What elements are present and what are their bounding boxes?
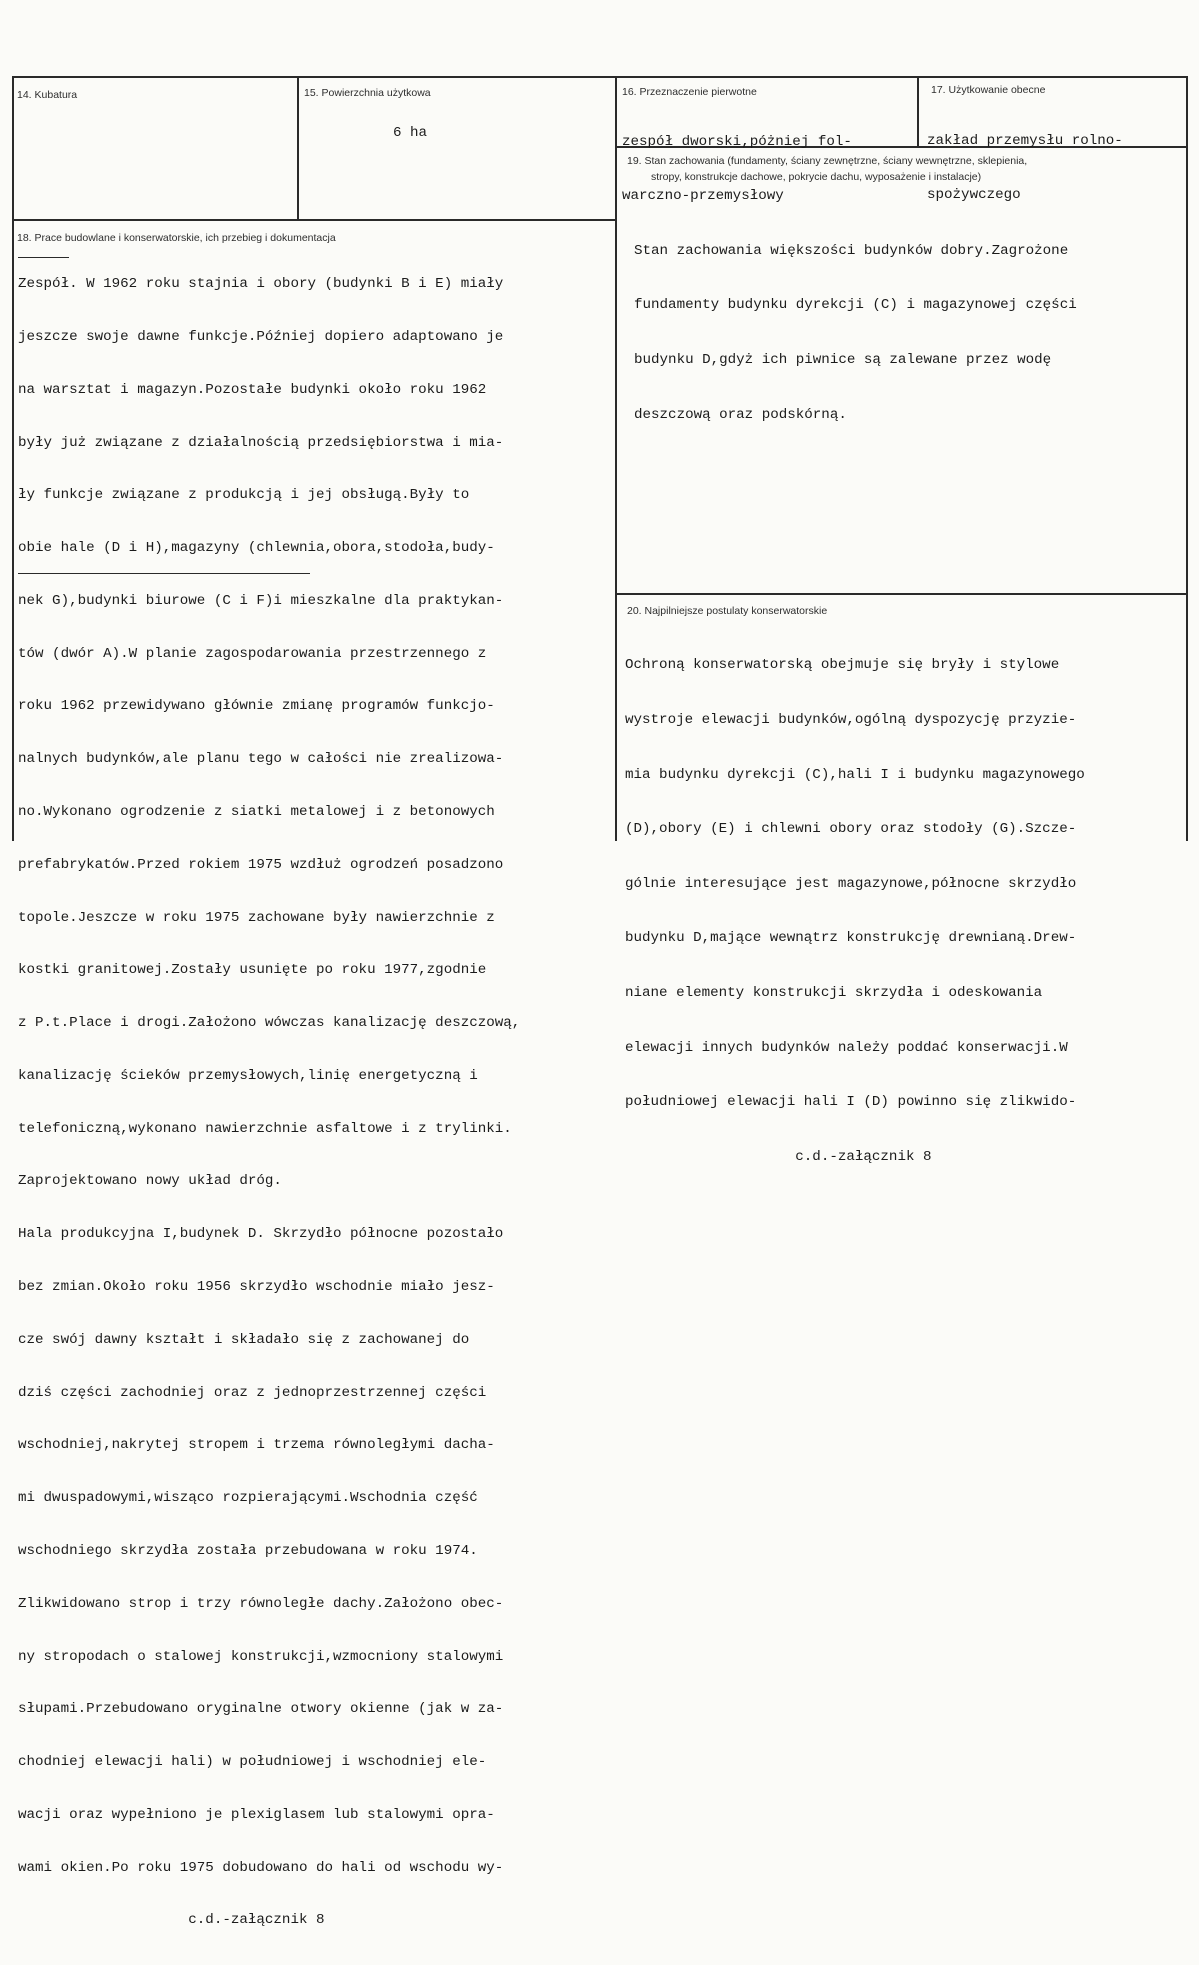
- field-20-line: wystroje elewacji budynków,ogólną dyspozycję przyzie-: [625, 712, 1077, 728]
- underline-zespol: [18, 257, 69, 258]
- field-20-line: budynku D,mające wewnątrz konstrukcję drewnianą.Drew-: [625, 930, 1077, 947]
- field-18-line: nek G),budynki biurowe (C i F)i mieszkalne dla praktykan-: [18, 592, 504, 609]
- field-18-line: słupami.Przebudowano oryginalne otwory okienne (jak w za-: [18, 1701, 504, 1718]
- field-18-line: Zlikwidowano strop i trzy równoległe dachy.Założono obec-: [18, 1595, 504, 1612]
- field-19-label-cont: stropy, konstrukcje dachowe, pokrycie dachu, wyposażenie i instalacje): [651, 171, 982, 183]
- divider-14-15: [297, 76, 299, 219]
- field-18-line: wschodniej,nakrytej stropem i trzema równoległymi dacha-: [18, 1437, 495, 1454]
- field-18-label: 18. Prace budowlane i konserwatorskie, ich przebieg i dokumentacja: [17, 232, 336, 244]
- field-18-line: kanalizację ścieków przemysłowych,linię energetyczną i: [18, 1067, 478, 1084]
- field-20-label: 20. Najpilniejsze postulaty konserwatorskie: [627, 605, 828, 617]
- field-18-line: cze swój dawny kształt i składało się z zachowanej do: [18, 1331, 470, 1348]
- field-18-line: bez zmian.Około roku 1956 skrzydło wschodnie miało jesz-: [18, 1279, 495, 1296]
- field-18-line: chodniej elewacji hali) w południowej i wschodniej ele-: [18, 1754, 487, 1771]
- top-rule: [12, 76, 1187, 78]
- field-18-line: wami okien.Po roku 1975 dobudowano do hali od wschodu wy-: [18, 1859, 504, 1876]
- field-18-line: Hala produkcyjna I,budynek D. Skrzydło północne pozostało: [18, 1226, 504, 1243]
- field-18-line: topole.Jeszcze w roku 1975 zachowane były nawierzchnie z: [18, 909, 495, 926]
- field-18-line: Zespół. W 1962 roku stajnia i obory (budynki B i E) miały: [18, 276, 504, 293]
- field-15-value: 6 ha: [393, 125, 428, 141]
- field-19-label: 19. Stan zachowania (fundamenty, ściany zewnętrzne, ściany wewnętrzne, sklepienia,: [627, 155, 1028, 167]
- field-19-line: fundamenty budynku dyrekcji (C) i magazynowej części: [634, 297, 1077, 314]
- field-18-line: tów (dwór A).W planie zagospodarowania przestrzennego z: [18, 645, 487, 662]
- rule-below-19: [616, 593, 1187, 595]
- field-20-value: [625, 620, 1085, 1202]
- left-border: [12, 76, 14, 841]
- field-18-line: ły funkcje związane z produkcją i jej obsługą.Były to: [18, 487, 470, 504]
- field-18-line: no.Wykonano ogrodzenie z siatki metalowej i z betonowych: [18, 804, 495, 820]
- field-18-value: [18, 241, 520, 1965]
- field-18-line: były już związane z działalnością przedsiębiorstwa i mia-: [18, 434, 504, 451]
- field-19-line: budynku D,gdyż ich piwnice są zalewane przez wodę: [634, 352, 1052, 368]
- underline-hala: [18, 573, 310, 574]
- field-18-line: z P.t.Place i drogi.Założono wówczas kanalizację deszczową,: [18, 1015, 521, 1032]
- field-18-line: wschodniego skrzydła została przebudowana w roku 1974.: [18, 1542, 478, 1559]
- field-14-label: 14. Kubatura: [17, 89, 78, 101]
- field-17-line: spożywczego: [927, 187, 1021, 204]
- field-18-line: ny stropodach o stalowej konstrukcji,wzmocniony stalowymi: [18, 1648, 504, 1665]
- field-18-line: wacji oraz wypełniono je plexiglasem lub stalowymi opra-: [18, 1806, 495, 1823]
- field-18-line: kostki granitowej.Zostały usunięte po roku 1977,zgodnie: [18, 962, 487, 979]
- field-18-line: jeszcze swoje dawne funkcje.Później dopiero adaptowano je: [18, 328, 504, 345]
- field-16-label: 16. Przeznaczenie pierwotne: [622, 86, 757, 98]
- field-20-line: c.d.-załącznik 8: [625, 1148, 932, 1165]
- field-18-line: nalnych budynków,ale planu tego w całości nie zrealizowa-: [18, 751, 504, 768]
- divider-16-17: [917, 76, 919, 146]
- field-19-line: Stan zachowania większości budynków dobry.Zagrożone: [634, 242, 1069, 259]
- field-17-label: 17. Użytkowanie obecne: [931, 84, 1046, 96]
- field-20-line: gólnie interesujące jest magazynowe,północne skrzydło: [625, 875, 1077, 892]
- field-19-value: [634, 205, 1077, 461]
- rule-below-15: [12, 219, 616, 221]
- field-18-line: prefabrykatów.Przed rokiem 1975 wzdłuż ogrodzeń posadzono: [18, 856, 504, 873]
- field-20-line: południowej elewacji hali I (D) powinno się zlikwido-: [625, 1094, 1077, 1111]
- field-20-line: (D),obory (E) i chlewni obory oraz stodoły (G).Szcze-: [625, 821, 1077, 838]
- field-18-line: obie hale (D i H),magazyny (chlewnia,obora,stodoła,budy-: [18, 540, 495, 557]
- field-20-line: elewacji innych budynków należy poddać konserwacji.W: [625, 1039, 1068, 1056]
- field-18-line: c.d.-załącznik 8: [18, 1912, 325, 1929]
- field-17-line: zakład przemysłu rolno-: [927, 132, 1123, 149]
- field-18-line: na warsztat i magazyn.Pozostałe budynki około roku 1962: [18, 381, 487, 398]
- field-18-line: mi dwuspadowymi,wisząco rozpierającymi.Wschodnia część: [18, 1490, 478, 1507]
- field-16-line: warczno-przemysłowy: [622, 188, 784, 205]
- field-19-line: deszczową oraz podskórną.: [634, 406, 847, 423]
- field-15-label: 15. Powierzchnia użytkowa: [304, 87, 431, 99]
- field-18-line: Zaprojektowano nowy układ dróg.: [18, 1173, 282, 1190]
- field-18-line: dziś części zachodniej oraz z jednoprzestrzennej części: [18, 1384, 487, 1401]
- field-20-line: mia budynku dyrekcji (C),hali I i budynku magazynowego: [625, 766, 1085, 783]
- field-18-line: roku 1962 przewidywano głównie zmianę programów funkcjo-: [18, 698, 495, 715]
- center-divider: [615, 76, 617, 841]
- right-border: [1186, 76, 1188, 841]
- field-20-line: Ochroną konserwatorską obejmuje się bryły i stylowe: [625, 657, 1060, 674]
- field-18-line: telefoniczną,wykonano nawierzchnie asfaltowe i z trylinki.: [18, 1120, 512, 1137]
- field-20-line: niane elementy konstrukcji skrzydła i odeskowania: [625, 984, 1043, 1001]
- field-16-line: zespół dworski,póżniej fol-: [622, 133, 852, 150]
